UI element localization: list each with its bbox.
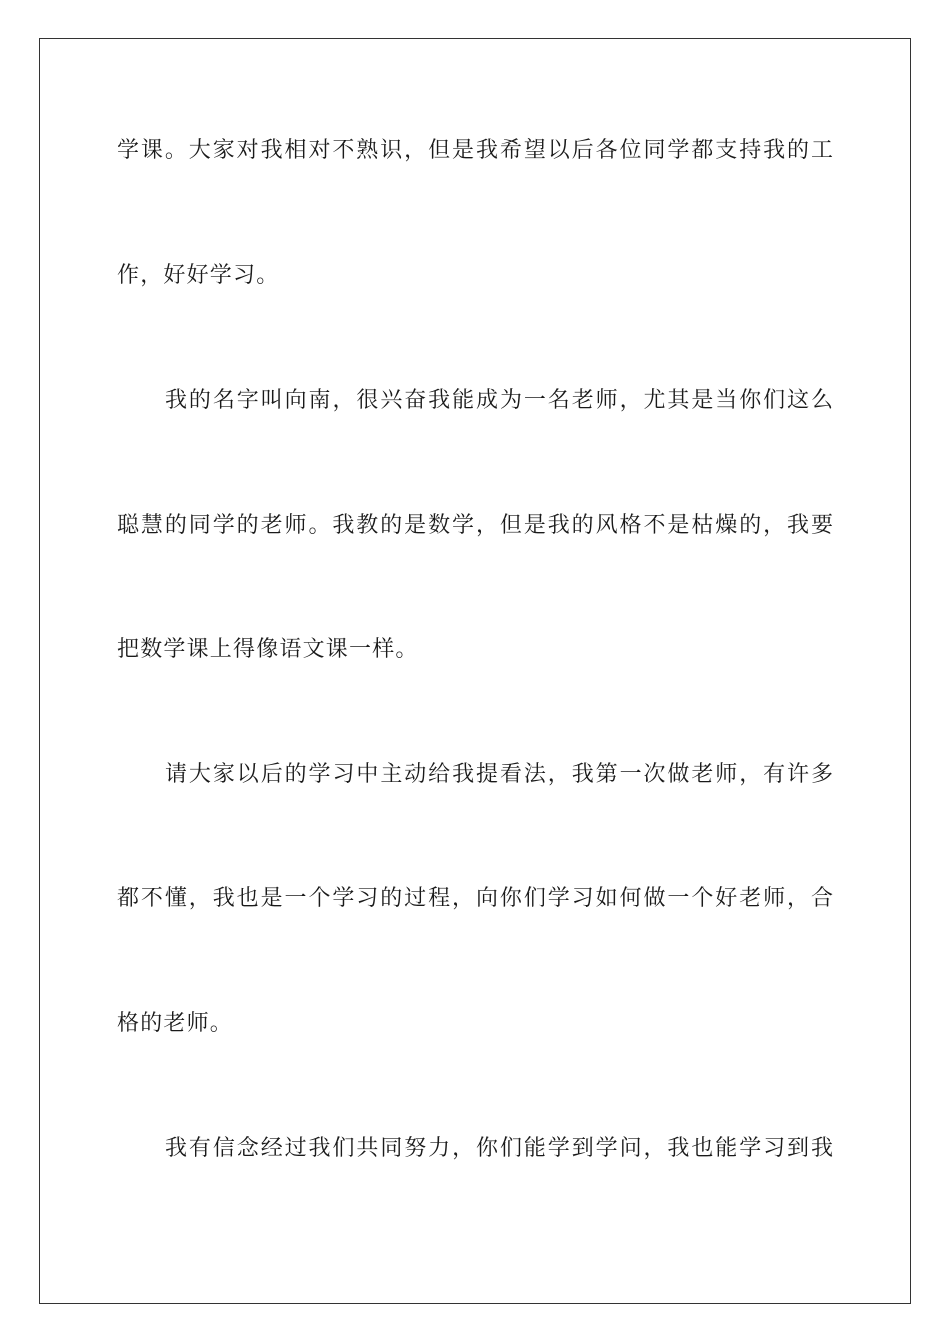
text-line-1: 学课。大家对我相对不熟识，但是我希望以后各位同学都支持我的工 bbox=[117, 138, 833, 163]
page-border bbox=[39, 38, 911, 1304]
text-line-9: 我有信念经过我们共同努力，你们能学到学问，我也能学习到我 bbox=[165, 1136, 833, 1161]
text-line-4: 聪慧的同学的老师。我教的是数学，但是我的风格不是枯燥的，我要 bbox=[117, 513, 833, 538]
text-line-6: 请大家以后的学习中主动给我提看法，我第一次做老师，有许多 bbox=[165, 762, 833, 787]
text-line-3: 我的名字叫向南，很兴奋我能成为一名老师，尤其是当你们这么 bbox=[165, 388, 833, 413]
text-line-7: 都不懂，我也是一个学习的过程，向你们学习如何做一个好老师，合 bbox=[117, 886, 833, 911]
text-line-2: 作，好好学习。 bbox=[117, 263, 280, 288]
text-line-8: 格的老师。 bbox=[117, 1011, 234, 1036]
text-line-5: 把数学课上得像语文课一样。 bbox=[117, 637, 419, 662]
